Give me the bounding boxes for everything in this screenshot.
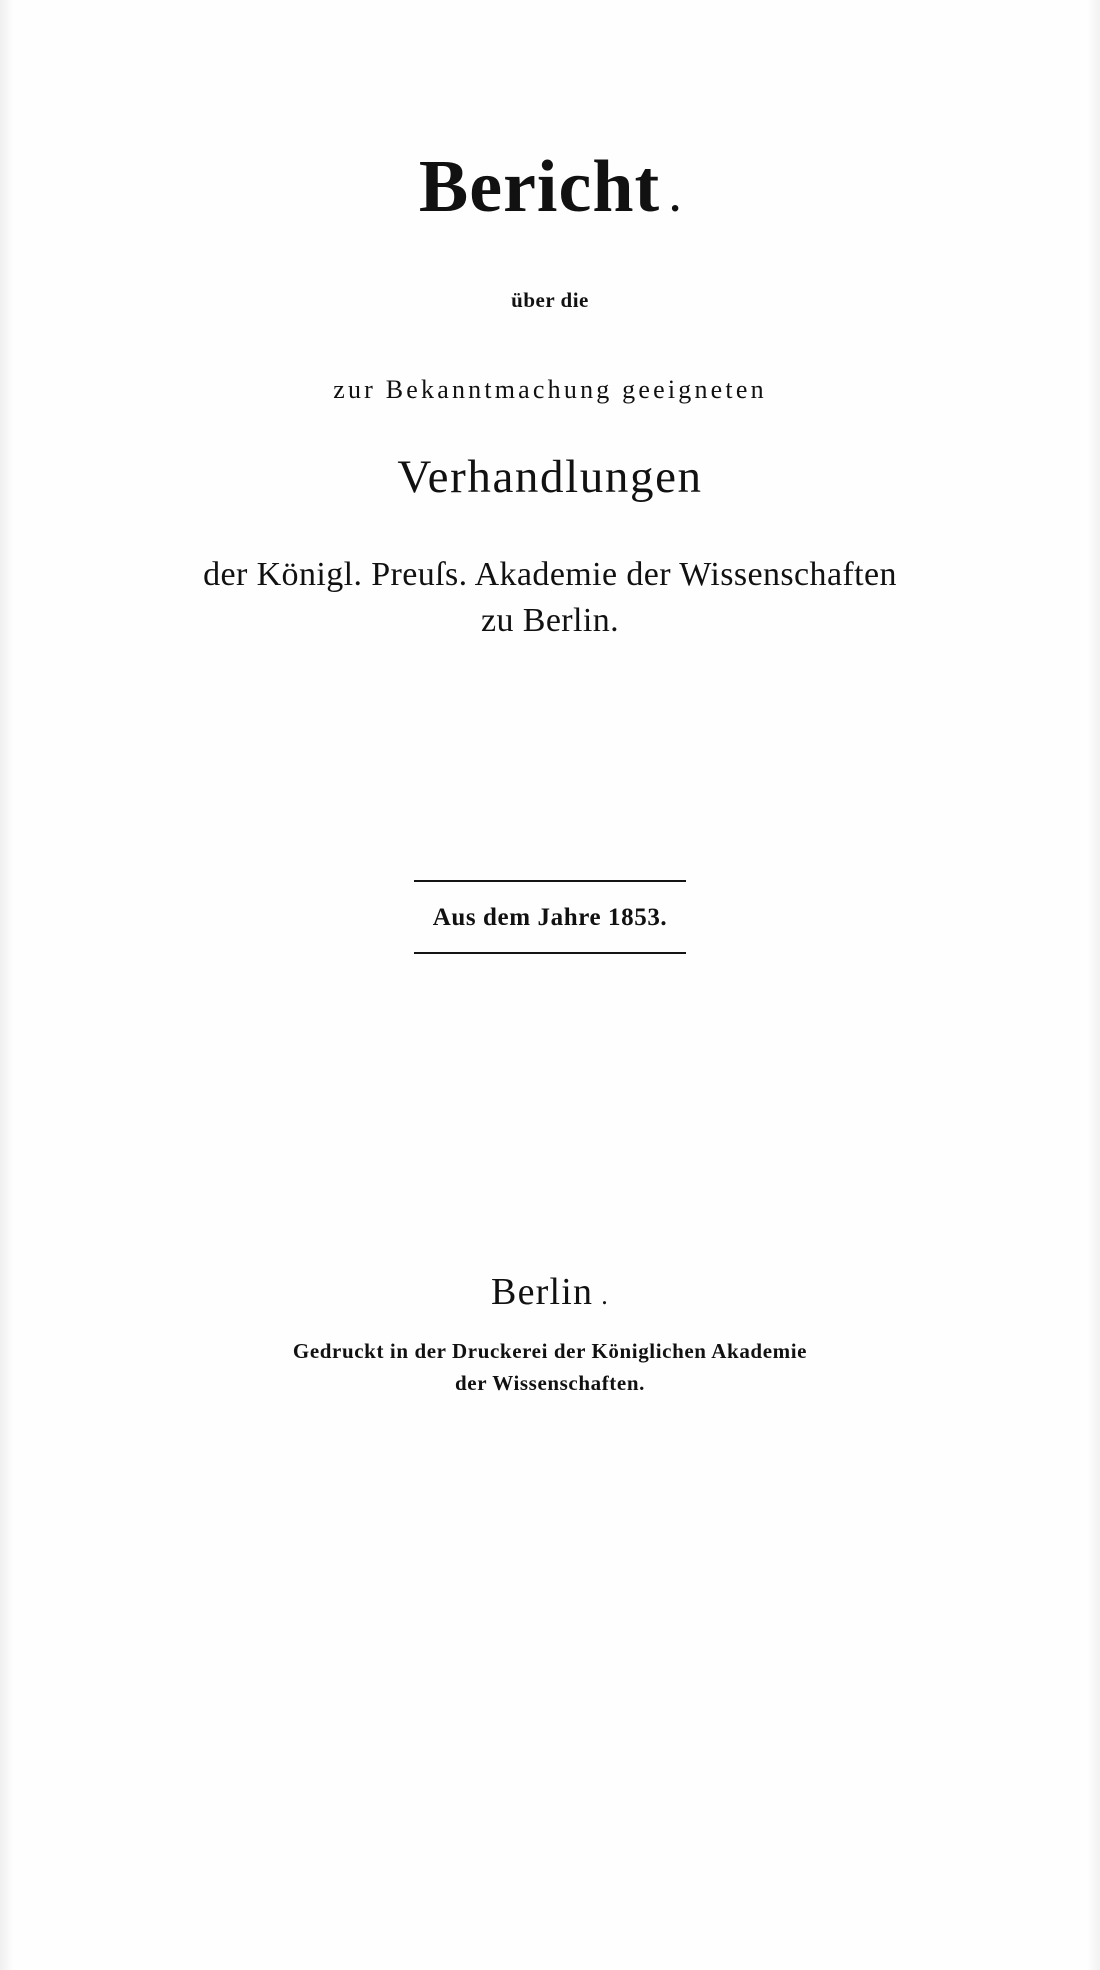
imprint-block	[0, 1270, 1100, 1399]
subtitle-verhandlungen: Verhandlungen	[397, 451, 703, 503]
year-label: Aus dem Jahre 1853.	[432, 904, 668, 931]
rule-above-year	[414, 880, 686, 882]
imprint-printer-line-1: Gedruckt in der Druckerei der Königlichen Akademie	[292, 1339, 808, 1363]
page-title-text: Bericht	[418, 146, 661, 228]
year-block	[0, 880, 1100, 954]
title-block	[0, 146, 1100, 644]
institution-name	[0, 552, 1100, 644]
title-period: .	[670, 175, 682, 220]
subtitle-ueber-die: über die	[511, 288, 589, 312]
imprint-city-period: .	[601, 1281, 609, 1310]
rule-below-year	[414, 952, 686, 954]
institution-line-2: zu Berlin.	[480, 601, 620, 639]
imprint-city-text: Berlin	[491, 1271, 594, 1313]
institution-line-1: der Königl. Preuſs. Akademie der Wissenschaften	[203, 556, 897, 593]
imprint-printer	[0, 1336, 1100, 1399]
imprint-printer-line-2: der Wissenschaften.	[455, 1370, 645, 1395]
page-title	[0, 146, 1100, 228]
imprint-city	[0, 1270, 1100, 1314]
subtitle-zur-bekanntmachung: zur Bekanntmachung geeigneten	[333, 375, 767, 404]
